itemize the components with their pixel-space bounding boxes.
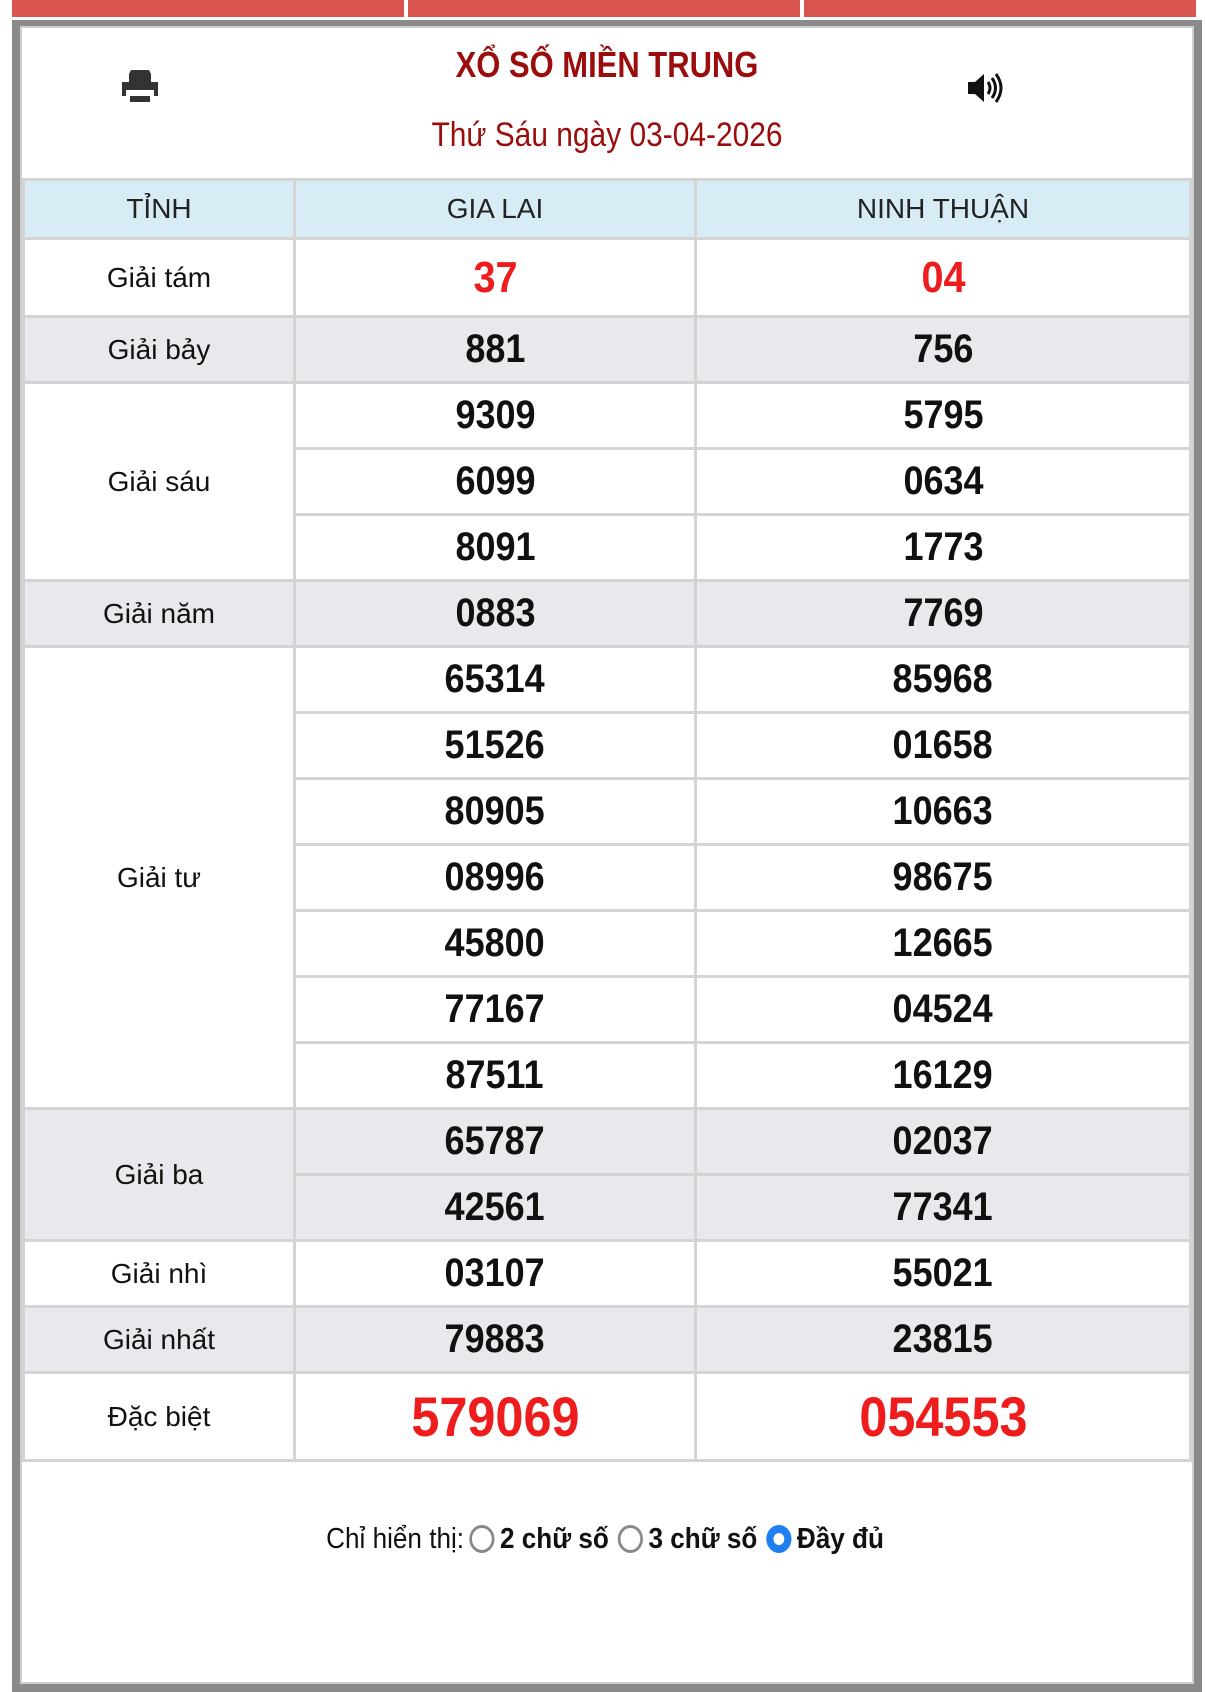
prize-value: 23815 bbox=[696, 1307, 1191, 1373]
prize-label: Đặc biệt bbox=[24, 1373, 295, 1461]
prize-value: 881 bbox=[295, 317, 696, 383]
prize-value: 8091 bbox=[295, 515, 696, 581]
prize-value: 12665 bbox=[696, 911, 1191, 977]
prize-label: Giải bảy bbox=[24, 317, 295, 383]
prize-value: 01658 bbox=[696, 713, 1191, 779]
prize-value: 9309 bbox=[295, 383, 696, 449]
prize-value: 6099 bbox=[295, 449, 696, 515]
radio-2-digits[interactable] bbox=[470, 1525, 495, 1553]
table-row bbox=[24, 1307, 1191, 1373]
prize-value: 04 bbox=[696, 239, 1191, 317]
prize-label: Giải năm bbox=[24, 581, 295, 647]
prize-value: 51526 bbox=[295, 713, 696, 779]
prize-value: 45800 bbox=[295, 911, 696, 977]
table-row bbox=[24, 239, 1191, 317]
prize-value: 55021 bbox=[696, 1241, 1191, 1307]
prize-value: 08996 bbox=[295, 845, 696, 911]
prize-value: 0634 bbox=[696, 449, 1191, 515]
option-label-2-digits[interactable]: 2 chữ số bbox=[500, 1522, 610, 1555]
prize-value: 5795 bbox=[696, 383, 1191, 449]
col-header-ninh-thuan: NINH THUẬN bbox=[696, 180, 1191, 239]
speaker-icon[interactable] bbox=[964, 70, 1004, 106]
results-panel bbox=[12, 20, 1202, 1692]
table-row bbox=[24, 317, 1191, 383]
prize-value: 1773 bbox=[696, 515, 1191, 581]
prize-value: 0883 bbox=[295, 581, 696, 647]
prize-value: 10663 bbox=[696, 779, 1191, 845]
prize-value: 80905 bbox=[295, 779, 696, 845]
table-row bbox=[24, 1109, 1191, 1175]
nav-tab-1[interactable] bbox=[12, 0, 404, 17]
option-label-full[interactable]: Đầy đủ bbox=[797, 1522, 885, 1555]
results-table bbox=[22, 178, 1192, 1462]
table-header-row bbox=[24, 180, 1191, 239]
prize-value: 37 bbox=[295, 239, 696, 317]
special-prize-value: 054553 bbox=[696, 1373, 1191, 1461]
prize-label: Giải sáu bbox=[24, 383, 295, 581]
table-row-special bbox=[24, 1373, 1191, 1461]
prize-value: 03107 bbox=[295, 1241, 696, 1307]
table-row bbox=[24, 647, 1191, 713]
col-header-gia-lai: GIA LAI bbox=[295, 180, 696, 239]
top-nav-tabs bbox=[12, 0, 1196, 18]
nav-tab-2[interactable] bbox=[408, 0, 800, 17]
prize-value: 87511 bbox=[295, 1043, 696, 1109]
nav-tab-3[interactable] bbox=[804, 0, 1196, 17]
prize-label: Giải nhất bbox=[24, 1307, 295, 1373]
prize-label: Giải tư bbox=[24, 647, 295, 1109]
radio-3-digits[interactable] bbox=[618, 1525, 643, 1553]
table-row bbox=[24, 581, 1191, 647]
page-title: XỔ SỐ MIỀN TRUNG bbox=[455, 44, 759, 85]
draw-date: Thứ Sáu ngày 03-04-2026 bbox=[431, 116, 783, 154]
prize-value: 02037 bbox=[696, 1109, 1191, 1175]
prize-value: 65314 bbox=[295, 647, 696, 713]
prize-value: 756 bbox=[696, 317, 1191, 383]
radio-full[interactable] bbox=[766, 1525, 791, 1553]
prize-value: 77341 bbox=[696, 1175, 1191, 1241]
prize-label: Giải nhì bbox=[24, 1241, 295, 1307]
prize-value: 04524 bbox=[696, 977, 1191, 1043]
prize-value: 98675 bbox=[696, 845, 1191, 911]
table-row bbox=[24, 383, 1191, 449]
prize-value: 42561 bbox=[295, 1175, 696, 1241]
prize-value: 65787 bbox=[295, 1109, 696, 1175]
prize-label: Giải ba bbox=[24, 1109, 295, 1241]
display-filter bbox=[22, 1504, 1192, 1574]
table-row bbox=[24, 1241, 1191, 1307]
option-label-3-digits[interactable]: 3 chữ số bbox=[648, 1522, 758, 1555]
prize-value: 85968 bbox=[696, 647, 1191, 713]
prize-label: Giải tám bbox=[24, 239, 295, 317]
prize-value: 16129 bbox=[696, 1043, 1191, 1109]
col-header-province: TỈNH bbox=[24, 180, 295, 239]
prize-value: 77167 bbox=[295, 977, 696, 1043]
prize-value: 7769 bbox=[696, 581, 1191, 647]
filter-label: Chỉ hiển thị: bbox=[326, 1522, 465, 1555]
prize-value: 79883 bbox=[295, 1307, 696, 1373]
results-header bbox=[22, 28, 1192, 178]
special-prize-value: 579069 bbox=[295, 1373, 696, 1461]
